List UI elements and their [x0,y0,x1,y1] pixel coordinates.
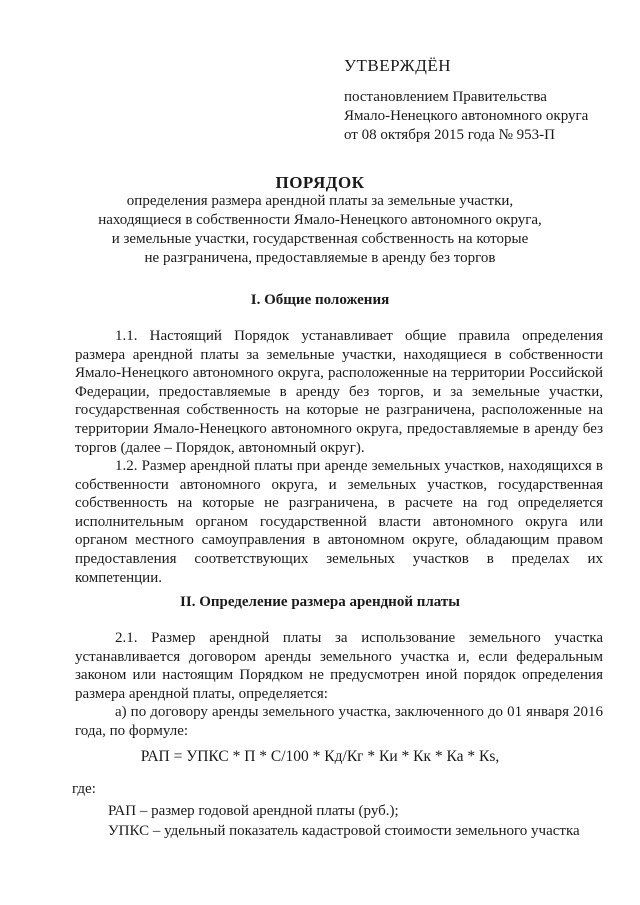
section-1-heading: I. Общие положения [250,292,390,308]
approval-line: от 08 октября 2015 года № 953-П [344,127,556,143]
approval-header: УТВЕРЖДЁН [344,56,451,75]
approval-line: Ямало-Ненецкого автономного округа [344,108,589,124]
approval-details [344,88,588,145]
where-label: где: [72,781,96,797]
paragraph-1-1 [75,327,603,457]
paragraph-1-2 [75,457,603,587]
paragraph-text: 1.2. Размер арендной платы при аренде земельных участков, находящихся в собственности автономного округа, и земельных участков, государственная собственность на которые не разграничена, в расчете на год определяется исполнительным органом государственной власти автономного округа или органом местного самоуправления в автономном округе, обладающим правом предоставления соответствующих земельных участков в пределах их компетенции. [75,458,603,586]
document-subtitle [0,192,640,268]
document-title: ПОРЯДОК [275,173,365,192]
paragraph-2-1-a [75,703,603,740]
rent-formula: РАП = УПКС * П * С/100 * Кд/Кг * Ки * Кк * Ка * Кs, [140,748,500,765]
approval-line: постановлением Правительства [344,89,547,105]
paragraph-text: 1.1. Настоящий Порядок устанавливает общие правила определения размера арендной платы за земельные участки, находящиеся в собственности Ямало-Ненецкого автономного округа, расположенные на территории Российской Федерации, предоставляемые в аренду без торгов, и за земельные участки, государственная собственность на которые не разграничена, расположенные на территории Ямало-Ненецкого автономного округа, предоставляемые в аренду без торгов (далее – Порядок, автономный округ). [75,328,603,456]
subtitle-line: не разграничена, предоставляемые в аренду без торгов [144,250,496,266]
paragraph-2-1 [75,629,603,703]
subtitle-line: находящиеся в собственности Ямало-Ненецкого автономного округа, [98,212,542,228]
paragraph-text: а) по договору аренды земельного участка, заключенного до 01 января 2016 года, по формуле: [75,704,603,739]
definition-upks: УПКС – удельный показатель кадастровой стоимости земельного участка [108,823,580,839]
subtitle-line: и земельные участки, государственная собственность на которые [111,231,529,247]
definition-rap: РАП – размер годовой арендной платы (руб.); [108,803,399,819]
paragraph-text: 2.1. Размер арендной платы за использование земельного участка устанавливается договором аренды земельного участка и, если федеральным законом или настоящим Порядком не предусмотрен иной порядок определения размера арендной платы, определяется: [75,630,603,702]
subtitle-line: определения размера арендной платы за земельные участки, [126,193,514,209]
section-2-heading: II. Определение размера арендной платы [180,594,460,610]
